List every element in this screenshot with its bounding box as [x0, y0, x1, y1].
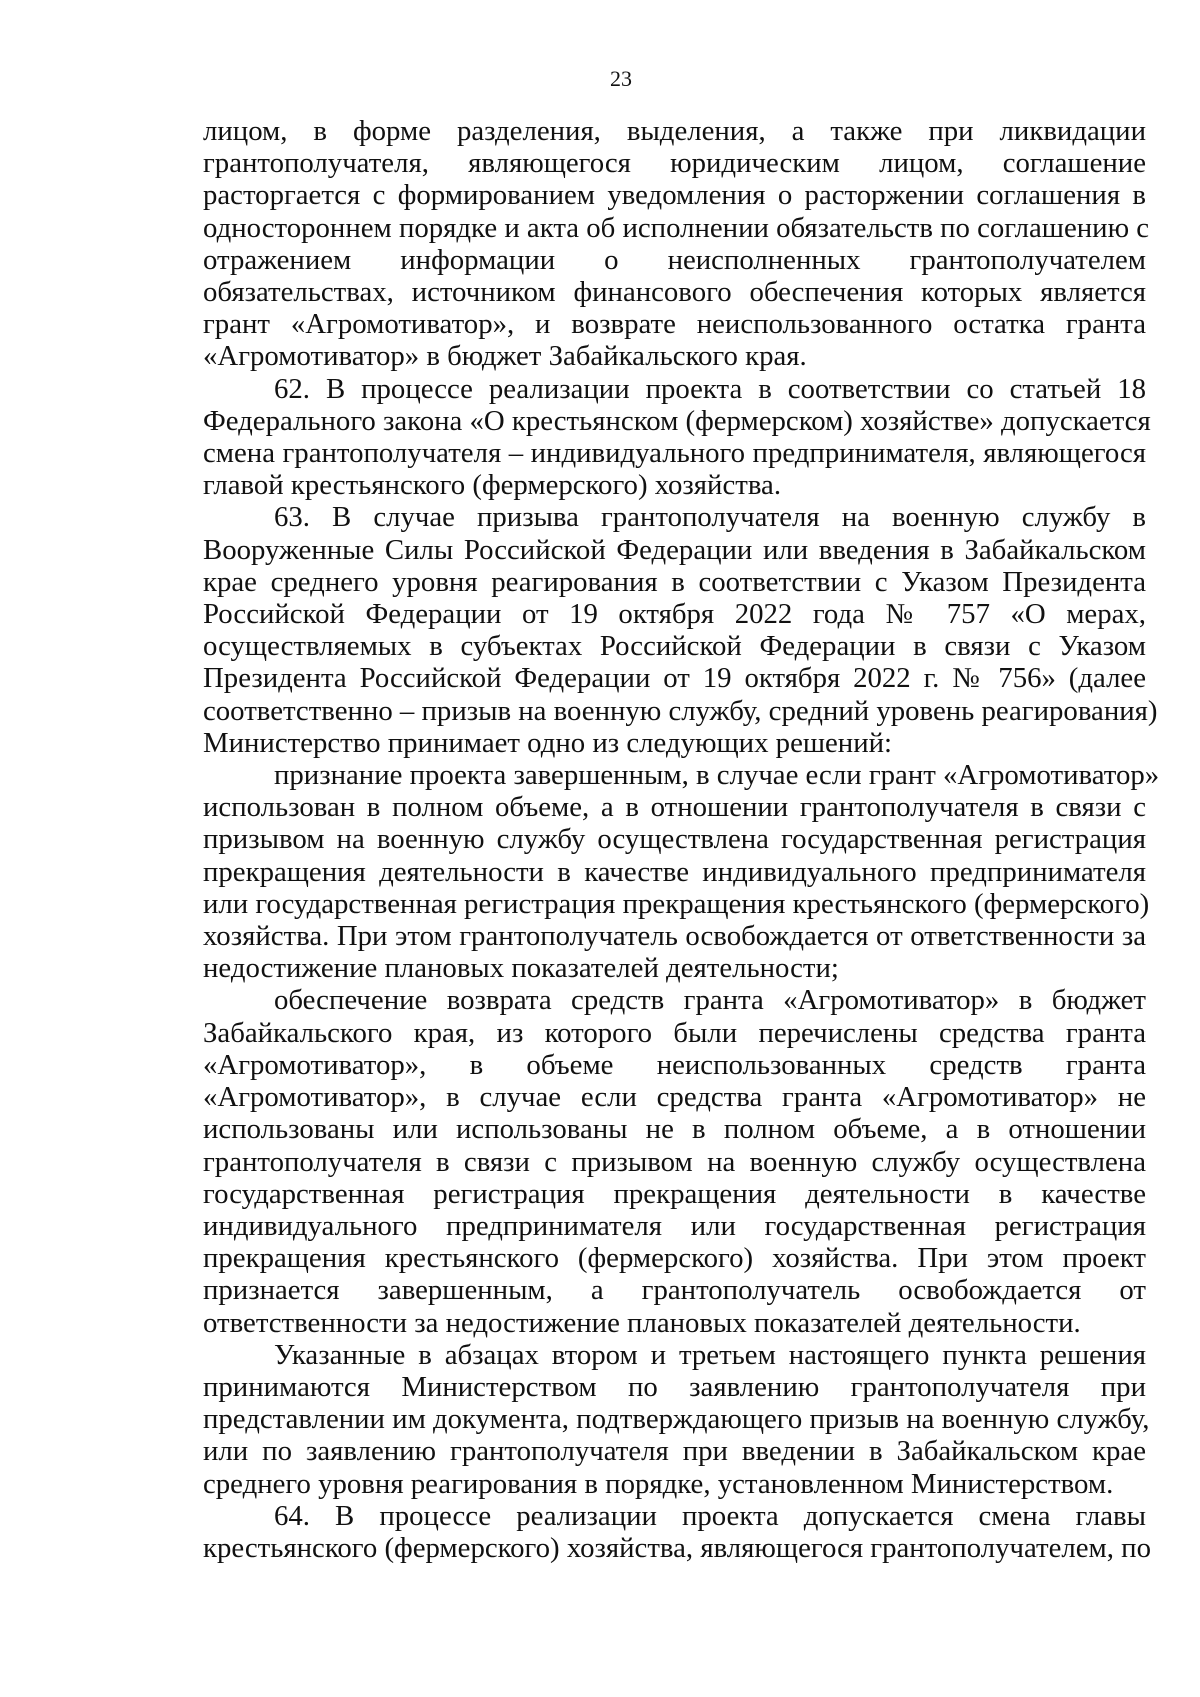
text-line: государственная регистрация прекращения деятельности в качестве	[203, 1177, 1146, 1210]
text-line: признается завершенным, а грантополучатель освобождается от	[203, 1274, 1146, 1307]
text-line: одностороннем порядке и акта об исполнении обязательств по соглашению с	[203, 211, 1150, 244]
paragraph	[203, 984, 1146, 1338]
text-line: обязательствах, источником финансового обеспечения которых является	[203, 276, 1146, 309]
text-line: Президента Российской Федерации от 19 октября 2022 г. № 756» (далее	[203, 662, 1146, 695]
paragraph	[203, 1338, 1150, 1500]
text-line: лицом, в форме разделения, выделения, а также при ликвидации	[203, 115, 1146, 147]
text-line: крае среднего уровня реагирования в соответствии с Указом Президента	[203, 565, 1146, 598]
text-line: представлении им документа, подтверждающего призыв на военную службу,	[203, 1403, 1150, 1436]
text-line: признание проекта завершенным, в случае если грант «Агромотиватор»	[274, 759, 1160, 792]
text-line: хозяйства. При этом грантополучатель освобождается от ответственности за	[203, 920, 1146, 953]
text-line: расторгается с формированием уведомления о расторжении соглашения в	[203, 179, 1146, 212]
text-line: использован в полном объеме, а в отношении грантополучателя в связи с	[203, 791, 1146, 824]
text-line: обеспечение возврата средств гранта «Агромотиватор» в бюджет	[274, 984, 1146, 1017]
document-body	[203, 115, 1160, 1564]
text-line: индивидуального предпринимателя или государственная регистрация	[203, 1209, 1146, 1242]
text-line: среднего уровня реагирования в порядке, установленном Министерством.	[203, 1467, 1114, 1500]
text-line: крестьянского (фермерского) хозяйства, являющегося грантополучателем, по	[203, 1531, 1151, 1564]
paragraph	[203, 759, 1160, 985]
text-line: использованы или использованы не в полном объеме, а в отношении	[203, 1113, 1146, 1146]
text-line: недостижение плановых показателей деятельности;	[203, 952, 839, 985]
text-line: главой крестьянского (фермерского) хозяйства.	[203, 469, 782, 502]
text-line: «Агромотиватор», в объеме неиспользованных средств гранта	[203, 1048, 1146, 1081]
text-line: грант «Агромотиватор», и возврате неиспользованного остатка гранта	[203, 308, 1146, 341]
paragraph	[203, 501, 1158, 759]
text-line: грантополучателя в связи с призывом на военную службу осуществлена	[203, 1145, 1146, 1178]
text-line: принимаются Министерством по заявлению грантополучателя при	[203, 1370, 1146, 1403]
text-line: Министерство принимает одно из следующих решений:	[203, 726, 893, 759]
text-line: Забайкальского края, из которого были перечислены средства гранта	[203, 1016, 1146, 1049]
text-line: прекращения крестьянского (фермерского) хозяйства. При этом проект	[203, 1242, 1146, 1275]
text-line: 63. В случае призыва грантополучателя на военную службу в	[274, 501, 1146, 534]
paragraph	[203, 115, 1150, 373]
text-line: призывом на военную службу осуществлена государственная регистрация	[203, 823, 1146, 856]
paragraph	[203, 1499, 1151, 1564]
text-line: или государственная регистрация прекращения крестьянского (фермерского)	[203, 887, 1150, 920]
text-line: Указанные в абзацах втором и третьем настоящего пункта решения	[274, 1338, 1146, 1371]
text-line: соответственно – призыв на военную службу, средний уровень реагирования)	[203, 694, 1158, 727]
page-number: 23	[610, 66, 632, 91]
text-line: или по заявлению грантополучателя при введении в Забайкальском крае	[203, 1435, 1146, 1468]
text-line: Вооруженные Силы Российской Федерации или введения в Забайкальском	[203, 533, 1146, 566]
text-line: Российской Федерации от 19 октября 2022 года № 757 «О мерах,	[203, 598, 1146, 631]
text-line: Федерального закона «О крестьянском (фермерском) хозяйстве» допускается	[203, 404, 1151, 437]
text-line: осуществляемых в субъектах Российской Федерации в связи с Указом	[203, 630, 1146, 663]
text-line: грантополучателя, являющегося юридическим лицом, соглашение	[203, 147, 1146, 180]
text-line: прекращения деятельности в качестве индивидуального предпринимателя	[203, 855, 1146, 888]
text-line: отражением информации о неисполненных грантополучателем	[203, 243, 1146, 276]
text-line: «Агромотиватор», в случае если средства гранта «Агромотиватор» не	[203, 1081, 1146, 1114]
text-line: «Агромотиватор» в бюджет Забайкальского края.	[203, 340, 807, 373]
text-line: смена грантополучателя – индивидуального предпринимателя, являющегося	[203, 437, 1146, 470]
text-line: ответственности за недостижение плановых показателей деятельности.	[203, 1306, 1081, 1339]
paragraph	[203, 372, 1151, 502]
text-line: 62. В процессе реализации проекта в соответствии со статьей 18	[274, 372, 1146, 405]
text-line: 64. В процессе реализации проекта допускается смена главы	[274, 1499, 1146, 1532]
